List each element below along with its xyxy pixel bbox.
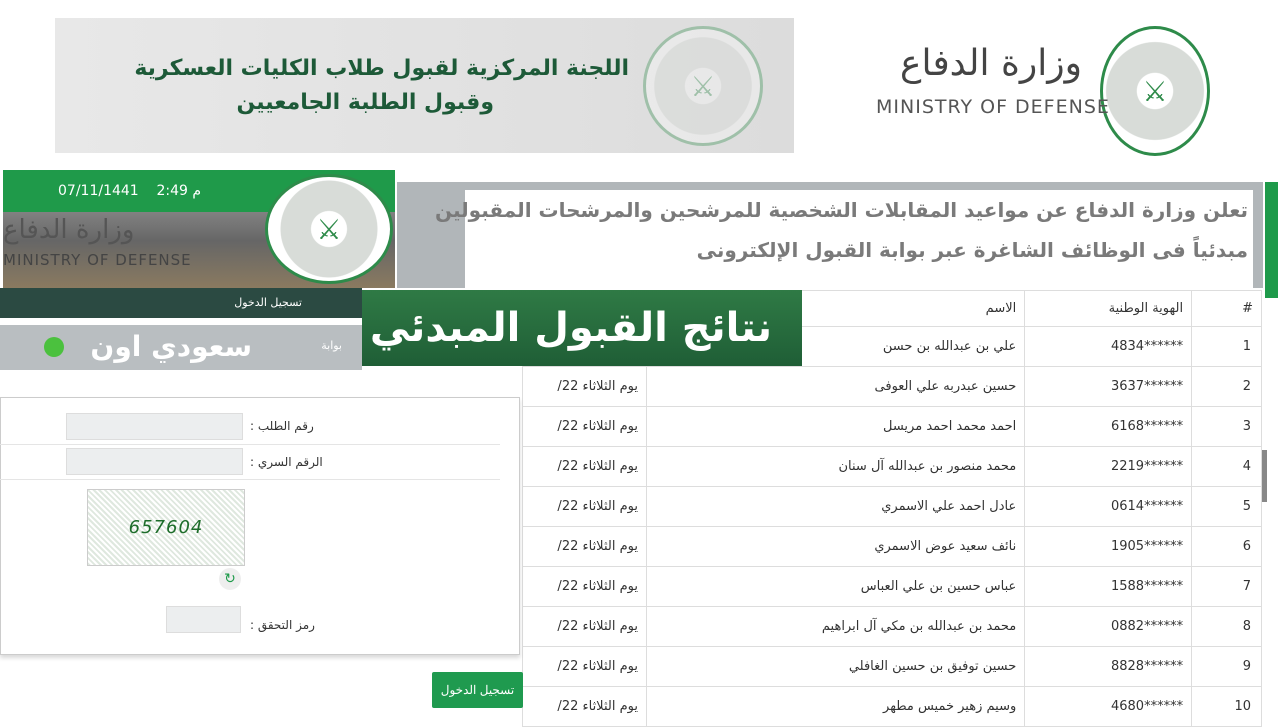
login-button[interactable]: تسجيل الدخول bbox=[432, 672, 523, 708]
table-row bbox=[523, 607, 1262, 647]
row-name: عباس حسين بن علي العباس bbox=[646, 567, 1024, 607]
row-name: عادل احمد علي الاسمري bbox=[646, 487, 1024, 527]
row-name: احمد محمد احمد مريسل bbox=[646, 407, 1024, 447]
ministry-emblem-icon: ⚔ bbox=[1100, 26, 1210, 156]
row-national-id: ******6168 bbox=[1025, 407, 1192, 447]
announcement-line2: مبدئياً فى الوظائف الشاغرة عبر بوابة القبول الإلكترونى bbox=[696, 238, 1248, 262]
col-number: # bbox=[1192, 291, 1262, 327]
row-number: 4 bbox=[1192, 447, 1262, 487]
table-row bbox=[523, 447, 1262, 487]
row-date: يوم الثلاثاء 22/ bbox=[523, 607, 647, 647]
request-number-label: رقم الطلب : bbox=[250, 419, 314, 433]
verify-code-input[interactable] bbox=[166, 606, 241, 633]
row-number: 2 bbox=[1192, 367, 1262, 407]
row-number: 7 bbox=[1192, 567, 1262, 607]
request-number-input[interactable] bbox=[66, 413, 243, 440]
committee-banner bbox=[55, 18, 794, 153]
row-name: نائف سعيد عوض الاسمري bbox=[646, 527, 1024, 567]
banner-line2: وقبول الطلبة الجامعيين bbox=[236, 90, 494, 115]
row-national-id: ******2219 bbox=[1025, 447, 1192, 487]
password-input[interactable] bbox=[66, 448, 243, 475]
ministry-logo-arabic: وزارة الدفاع bbox=[900, 43, 1082, 84]
table-row bbox=[523, 567, 1262, 607]
row-national-id: ******3637 bbox=[1025, 367, 1192, 407]
row-number: 1 bbox=[1192, 327, 1262, 367]
ministry-logo-english: MINISTRY OF DEFENSE bbox=[876, 96, 1110, 118]
row-national-id: ******8828 bbox=[1025, 647, 1192, 687]
captcha-image: 657604 bbox=[87, 489, 245, 566]
row-date: يوم الثلاثاء 22/ bbox=[523, 367, 647, 407]
row-national-id: ******0882 bbox=[1025, 607, 1192, 647]
header-logo-en: MINISTRY OF DEFENSE bbox=[3, 251, 192, 269]
col-name: الاسم bbox=[646, 291, 1024, 327]
row-number: 10 bbox=[1192, 687, 1262, 727]
row-date: يوم الثلاثاء 22/ bbox=[523, 567, 647, 607]
refresh-icon[interactable]: ↻ bbox=[219, 568, 241, 590]
password-label: الرقم السري : bbox=[250, 455, 323, 469]
row-national-id: ******4834 bbox=[1025, 327, 1192, 367]
row-name: وسيم زهير خميس مطهر bbox=[646, 687, 1024, 727]
row-date: يوم الثلاثاء 22/ bbox=[523, 447, 647, 487]
row-number: 5 bbox=[1192, 487, 1262, 527]
row-number: 8 bbox=[1192, 607, 1262, 647]
banner-line1: اللجنة المركزية لقبول طلاب الكليات العسكرية bbox=[134, 56, 629, 81]
date-time: م 2:49 07/11/1441 bbox=[58, 183, 202, 199]
row-name: حسين عبدربه علي العوفى bbox=[646, 367, 1024, 407]
page-scrollbar[interactable] bbox=[1265, 182, 1278, 298]
row-name: علي بن عبدالله بن حسن bbox=[646, 327, 1024, 367]
header-emblem-icon: ⚔ bbox=[265, 174, 393, 284]
table-scrollbar[interactable] bbox=[1262, 450, 1267, 502]
results-banner: نتائج القبول المبدئي bbox=[362, 290, 802, 366]
row-national-id: ******1905 bbox=[1025, 527, 1192, 567]
table-row bbox=[523, 527, 1262, 567]
nav-bar bbox=[0, 288, 362, 318]
row-national-id: ******4680 bbox=[1025, 687, 1192, 727]
row-number: 9 bbox=[1192, 647, 1262, 687]
row-date: يوم الثلاثاء 22/ bbox=[523, 407, 647, 447]
magnifier-icon bbox=[44, 337, 64, 357]
announcement bbox=[397, 182, 1263, 288]
verify-code-label: رمز التحقق : bbox=[250, 618, 315, 632]
row-date: يوم الثلاثاء 22/ bbox=[523, 647, 647, 687]
announcement-line1: تعلن وزارة الدفاع عن مواعيد المقابلات الشخصية للمرشحين والمرشحات المقبولين bbox=[435, 198, 1248, 222]
table-row bbox=[523, 367, 1262, 407]
portal-name: سعودي اون bbox=[90, 330, 252, 363]
col-national-id: الهوية الوطنية bbox=[1025, 291, 1192, 327]
row-date: يوم الثلاثاء 22/ bbox=[523, 687, 647, 727]
table-row bbox=[523, 647, 1262, 687]
row-name: حسين توفيق بن حسين الغافلي bbox=[646, 647, 1024, 687]
emblem-icon: ⚔ bbox=[643, 26, 763, 146]
row-name: محمد منصور بن عبدالله آل سنان bbox=[646, 447, 1024, 487]
row-number: 6 bbox=[1192, 527, 1262, 567]
table-row bbox=[523, 487, 1262, 527]
row-national-id: ******1588 bbox=[1025, 567, 1192, 607]
row-date: يوم الثلاثاء 22/ bbox=[523, 527, 647, 567]
row-date: يوم الثلاثاء 22/ bbox=[523, 487, 647, 527]
portal-header bbox=[3, 170, 395, 288]
header-logo-ar: وزارة الدفاع bbox=[3, 215, 135, 245]
nav-login-link[interactable]: تسجيل الدخول bbox=[234, 296, 302, 309]
saudi-online-portal bbox=[0, 325, 362, 370]
row-name: محمد بن عبدالله بن مكي آل ابراهيم bbox=[646, 607, 1024, 647]
table-row bbox=[523, 687, 1262, 727]
row-national-id: ******0614 bbox=[1025, 487, 1192, 527]
portal-label-small: بوابة bbox=[321, 339, 342, 352]
table-row bbox=[523, 407, 1262, 447]
row-number: 3 bbox=[1192, 407, 1262, 447]
